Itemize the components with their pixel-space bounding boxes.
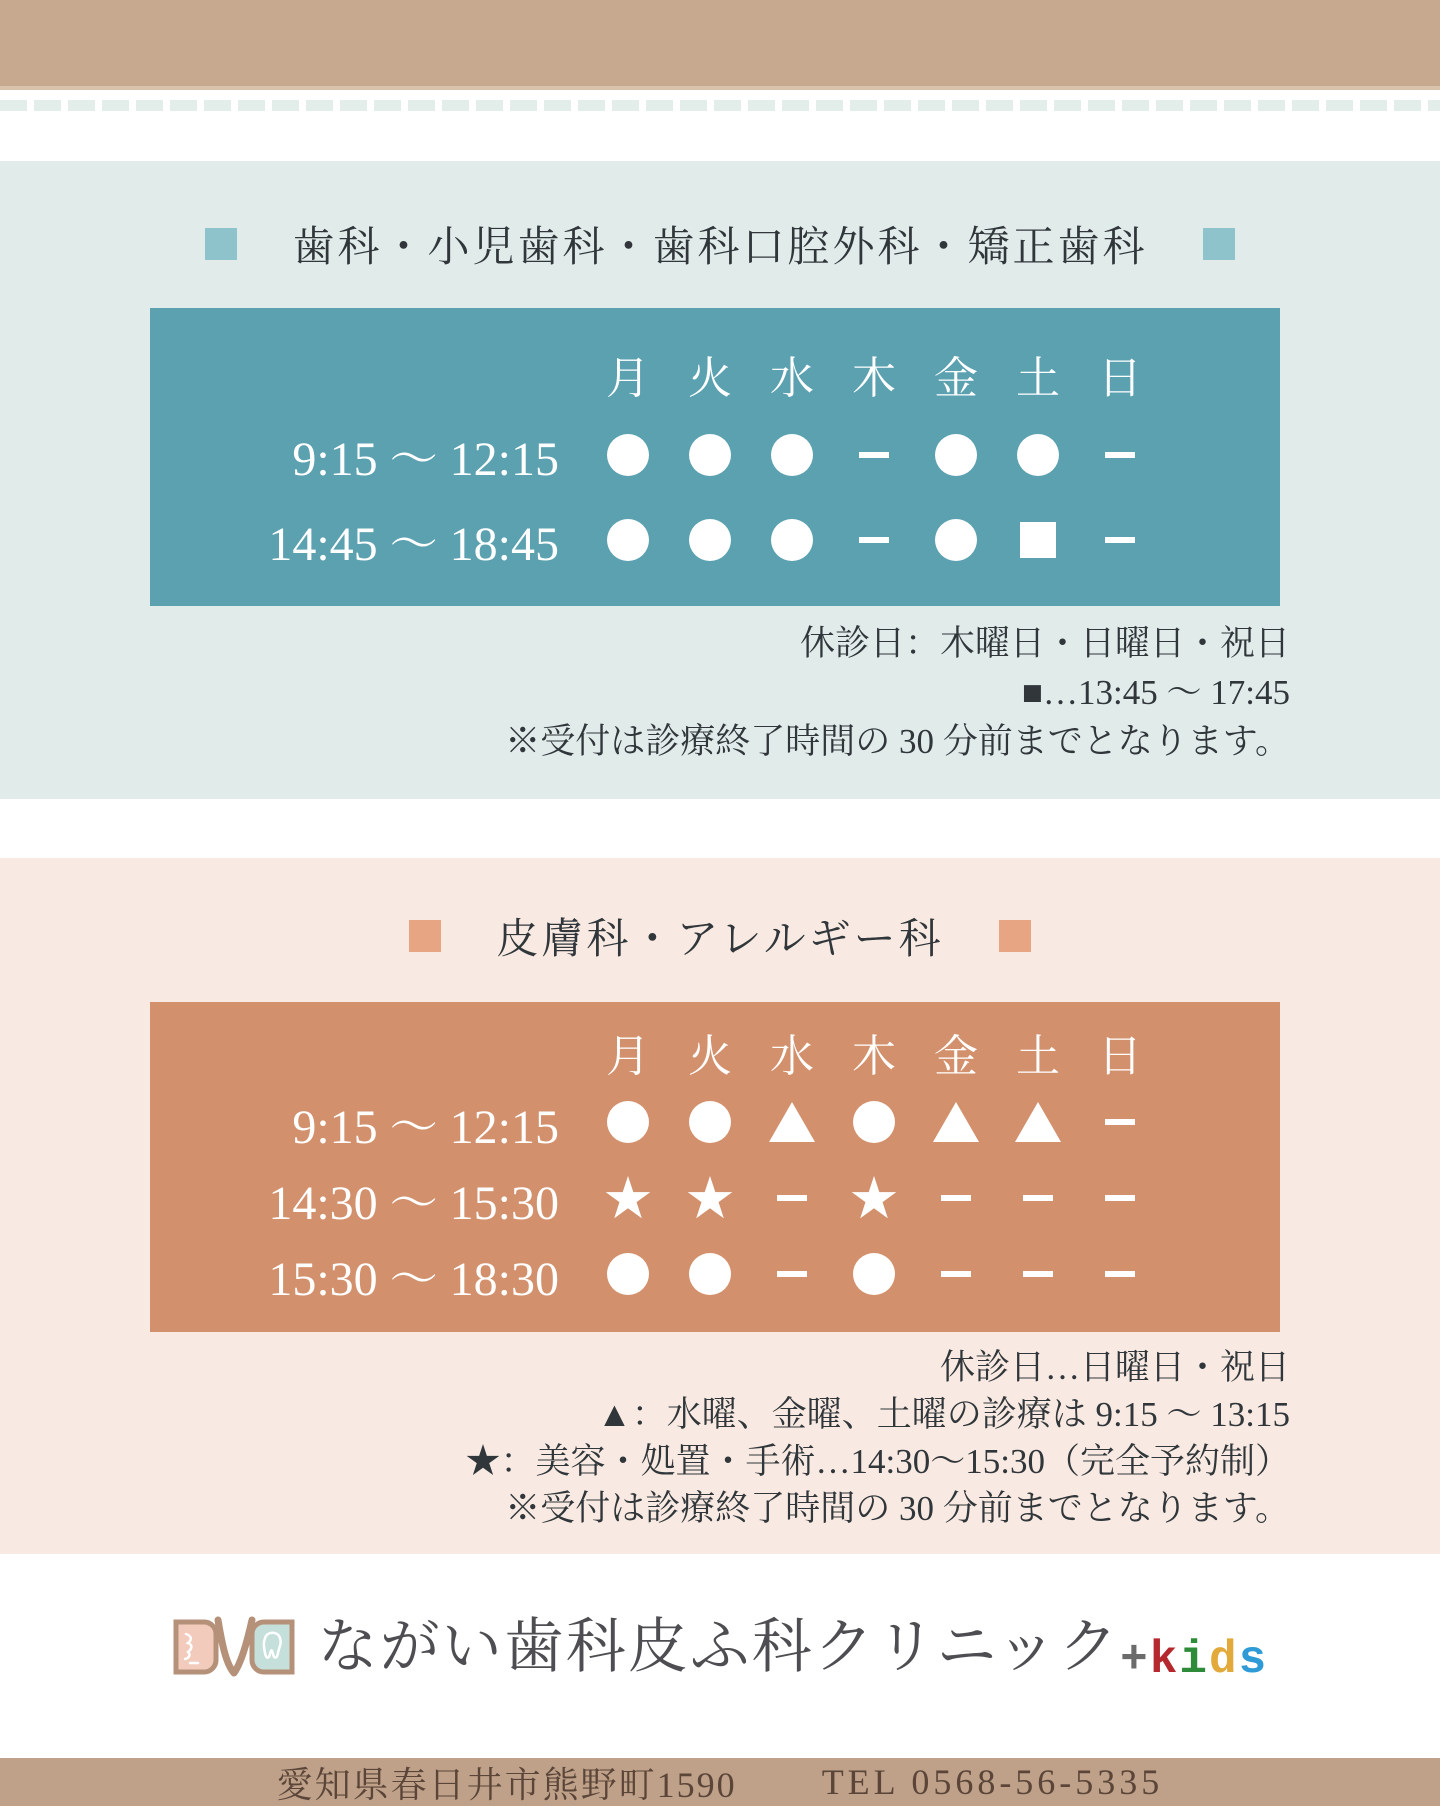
derma-schedule-row	[150, 1160, 1280, 1236]
schedule-mark	[684, 1169, 736, 1227]
note-line: ※受付は診療終了時間の 30 分前までとなります。	[505, 722, 1290, 761]
dental-schedule-row	[150, 497, 1280, 582]
clinic-address: 愛知県春日井市熊野町1590	[276, 1764, 737, 1805]
time-range-label: 14:30 ～ 15:30	[268, 1176, 559, 1230]
dermatology-section	[0, 858, 1440, 1554]
dental-schedule-row	[150, 412, 1280, 497]
schedule-mark	[1105, 452, 1135, 458]
time-range-label: 15:30 ～ 18:30	[268, 1252, 559, 1306]
schedule-mark	[941, 1195, 971, 1201]
dental-header-title: 歯科・小児歯科・歯科口腔外科・矯正歯科	[292, 225, 1148, 271]
dashed-divider	[0, 100, 1440, 111]
header-square-right	[999, 920, 1031, 952]
schedule-mark	[689, 1101, 731, 1143]
schedule-mark	[777, 1271, 807, 1277]
schedule-mark	[607, 519, 649, 561]
schedule-mark	[1105, 1271, 1135, 1277]
derma-header-title: 皮膚科・アレルギー科	[496, 917, 944, 963]
top-color-bar	[0, 0, 1440, 90]
day-label: 土	[1016, 1032, 1060, 1081]
schedule-mark	[935, 434, 977, 476]
schedule-mark	[602, 1169, 654, 1227]
schedule-mark	[607, 1101, 649, 1143]
clinic-name-kids-suffix	[1120, 1634, 1268, 1686]
day-label: 日	[1098, 354, 1142, 403]
schedule-mark	[853, 1101, 895, 1143]
schedule-mark	[607, 434, 649, 476]
schedule-mark	[1105, 1195, 1135, 1201]
derma-notes	[0, 1344, 1290, 1532]
day-label: 木	[852, 354, 896, 403]
schedule-mark	[848, 1169, 900, 1227]
clinic-logo-mark	[172, 1616, 296, 1678]
schedule-mark	[771, 519, 813, 561]
note-line: ▲：水曜、金曜、土曜の診療は 9:15 ～ 13:15	[597, 1395, 1290, 1434]
dental-notes	[0, 619, 1290, 766]
day-label: 火	[688, 354, 732, 403]
day-label: 木	[852, 1032, 896, 1081]
note-line: ※受付は診療終了時間の 30 分前までとなります。	[505, 1489, 1290, 1528]
schedule-mark	[689, 434, 731, 476]
schedule-mark	[859, 452, 889, 458]
derma-schedule-row	[150, 1084, 1280, 1160]
schedule-mark	[689, 519, 731, 561]
day-label: 水	[770, 1032, 814, 1081]
top-gap	[0, 100, 1440, 161]
schedule-mark	[1105, 537, 1135, 543]
kids-letter: +	[1120, 1634, 1150, 1686]
dental-day-header-row	[150, 336, 1280, 412]
time-range-label: 14:45 ～ 18:45	[268, 518, 559, 571]
header-square-left	[409, 920, 441, 952]
footer-bar	[0, 1758, 1440, 1806]
clinic-phone: TEL 0568-56-5335	[821, 1762, 1164, 1802]
kids-letter: d	[1209, 1634, 1239, 1686]
schedule-mark	[1105, 1119, 1135, 1125]
day-label: 土	[1016, 354, 1060, 403]
schedule-mark	[689, 1253, 731, 1295]
day-label: 月	[606, 354, 650, 403]
section-gap	[0, 799, 1440, 858]
dental-section	[0, 161, 1440, 799]
schedule-mark	[853, 1253, 895, 1295]
schedule-mark	[1015, 1102, 1061, 1142]
schedule-mark	[607, 1253, 649, 1295]
schedule-mark	[769, 1102, 815, 1142]
dental-schedule-table	[150, 308, 1280, 606]
schedule-mark	[941, 1271, 971, 1277]
kids-letter: s	[1238, 1634, 1269, 1686]
dental-section-header	[0, 161, 1440, 274]
note-line: ★：美容・処置・手術…14:30～15:30（完全予約制）	[465, 1442, 1290, 1481]
header-square-left	[205, 228, 237, 260]
schedule-mark	[771, 434, 813, 476]
derma-schedule-table	[150, 1002, 1280, 1332]
time-range-label: 9:15 ～ 12:15	[292, 1100, 559, 1154]
schedule-mark	[859, 537, 889, 543]
day-label: 金	[934, 1032, 978, 1081]
schedule-mark	[1023, 1271, 1053, 1277]
clinic-name: ながい歯科皮ふ科クリニック	[317, 1614, 1121, 1680]
derma-schedule-row	[150, 1236, 1280, 1312]
schedule-mark	[935, 519, 977, 561]
header-square-right	[1203, 228, 1235, 260]
schedule-mark	[1023, 1195, 1053, 1201]
day-label: 金	[934, 354, 978, 403]
derma-day-header-row	[150, 1020, 1280, 1084]
day-label: 火	[688, 1032, 732, 1081]
note-line: 休診日…日曜日・祝日	[939, 1348, 1290, 1387]
schedule-mark	[933, 1102, 979, 1142]
logo-area	[0, 1554, 1440, 1758]
kids-letter: k	[1149, 1634, 1180, 1686]
note-line: 休診日：木曜日・日曜日・祝日	[799, 624, 1290, 663]
kids-letter: i	[1179, 1634, 1209, 1686]
day-label: 水	[770, 354, 814, 403]
schedule-mark	[1020, 522, 1056, 558]
note-line: ■…13:45 ～ 17:45	[1021, 673, 1290, 712]
day-label: 日	[1098, 1032, 1142, 1081]
derma-section-header	[0, 858, 1440, 966]
clinic-logo-row	[0, 1614, 1440, 1686]
day-label: 月	[606, 1032, 650, 1081]
schedule-mark	[777, 1195, 807, 1201]
schedule-mark	[1017, 434, 1059, 476]
time-range-label: 9:15 ～ 12:15	[292, 433, 559, 486]
